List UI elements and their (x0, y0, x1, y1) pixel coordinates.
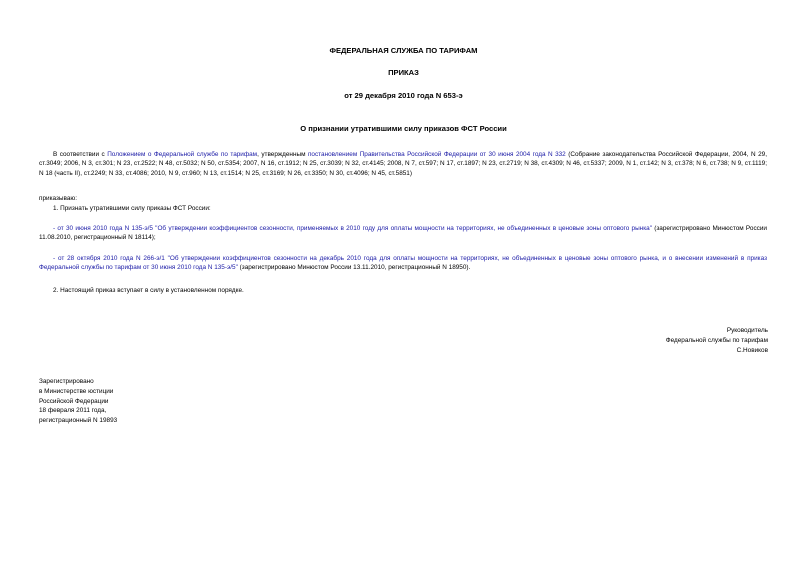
preamble-paragraph (39, 150, 767, 178)
document-type: ПРИКАЗ (388, 68, 419, 77)
signature-line-3: С.Новиков (736, 346, 768, 354)
orders-text: приказываю: (39, 195, 77, 202)
signature-line-2: Федеральной службы по тарифам (665, 336, 768, 344)
order-266-link[interactable]: - от 28 октября 2010 года N 266-э/1 "Об утверждении коэффициентов сезонности на декабрь 2010 года для оплаты мощности на территориях, не объединенных в ценовые зоны оптового рынка, и о внесении изменений в приказ Федеральной службы по тарифам от 30 июня 2010 года N 135-э/5" (39, 255, 767, 272)
preamble-text-3: (Собрание законодательства Российской Федерации, 2004, N 29, ст.3049; 2006, N 3, ст.301; N 23, ст.2522; N 48, ст.5032; N 50, ст.5354; 2007, N 16, ст.1912; N 25, ст.3039; N 32, ст.4145; 2008, N 7, ст.597; N 17, ст.1897; N 23, ст.2719; N 38, ст.4309; N 46, ст.5337; 2009, N 1, ст.142; N 3, ст.378; N 6, ст.738; N 9, ст.1119; N 18 (часть II), ст.2249; N 33, ст.4086; 2010, N 9, ст.960; N 13, ст.1514; N 25, ст.3169; N 26, ст.3350; N 30, ст.4096; N 45, ст.5851) (39, 151, 767, 177)
registration-line-5: регистрационный N 19893 (39, 417, 118, 425)
document-title: О признании утратившими силу приказов ФСТ России (300, 124, 507, 133)
registration-line-4: 18 февраля 2011 года, (39, 407, 107, 415)
document-date-number: от 29 декабря 2010 года N 653-э (344, 91, 463, 100)
item-1-text: 1. Признать утратившими силу приказы ФСТ России: (53, 205, 211, 212)
orders-label (39, 194, 767, 203)
registration-block (39, 377, 239, 426)
item-2 (39, 286, 767, 295)
preamble-text-1: В соответствии с (53, 151, 108, 158)
agency-name: ФЕДЕРАЛЬНАЯ СЛУЖБА ПО ТАРИФАМ (329, 46, 478, 55)
fst-regulation-link[interactable]: Положением о Федеральной службе по тарифам (107, 151, 258, 158)
preamble-text-2: , утвержденным (257, 151, 308, 158)
sub-item-1 (39, 224, 767, 243)
registration-line-2: в Министерстве юстиции (39, 387, 114, 395)
sub-item-2 (39, 254, 767, 273)
signature-block (468, 326, 768, 355)
registration-line-1: Зарегистрировано (39, 378, 94, 385)
item-2-text: 2. Настоящий приказ вступает в силу в установленном порядке. (53, 287, 244, 294)
registration-line-3: Российской Федерации (39, 397, 109, 405)
item-1 (39, 204, 767, 213)
sub-item-1-rest: (зарегистрировано Минюстом России 11.08.2010, регистрационный N 18114); (39, 225, 767, 242)
sub-item-2-rest: (зарегистрировано Минюстом России 13.11.2010, регистрационный N 18950). (237, 264, 471, 272)
order-135-link[interactable]: - от 30 июня 2010 года N 135-э/5 "Об утверждении коэффициентов сезонности, применяемых в 2010 году для оплаты мощности на территориях, не объединенных в ценовые зоны оптового рынка" (53, 225, 652, 232)
signature-line-1: Руководитель (726, 327, 768, 334)
government-decree-link[interactable]: постановлением Правительства Российской Федерации от 30 июня 2004 года N 332 (307, 151, 566, 158)
